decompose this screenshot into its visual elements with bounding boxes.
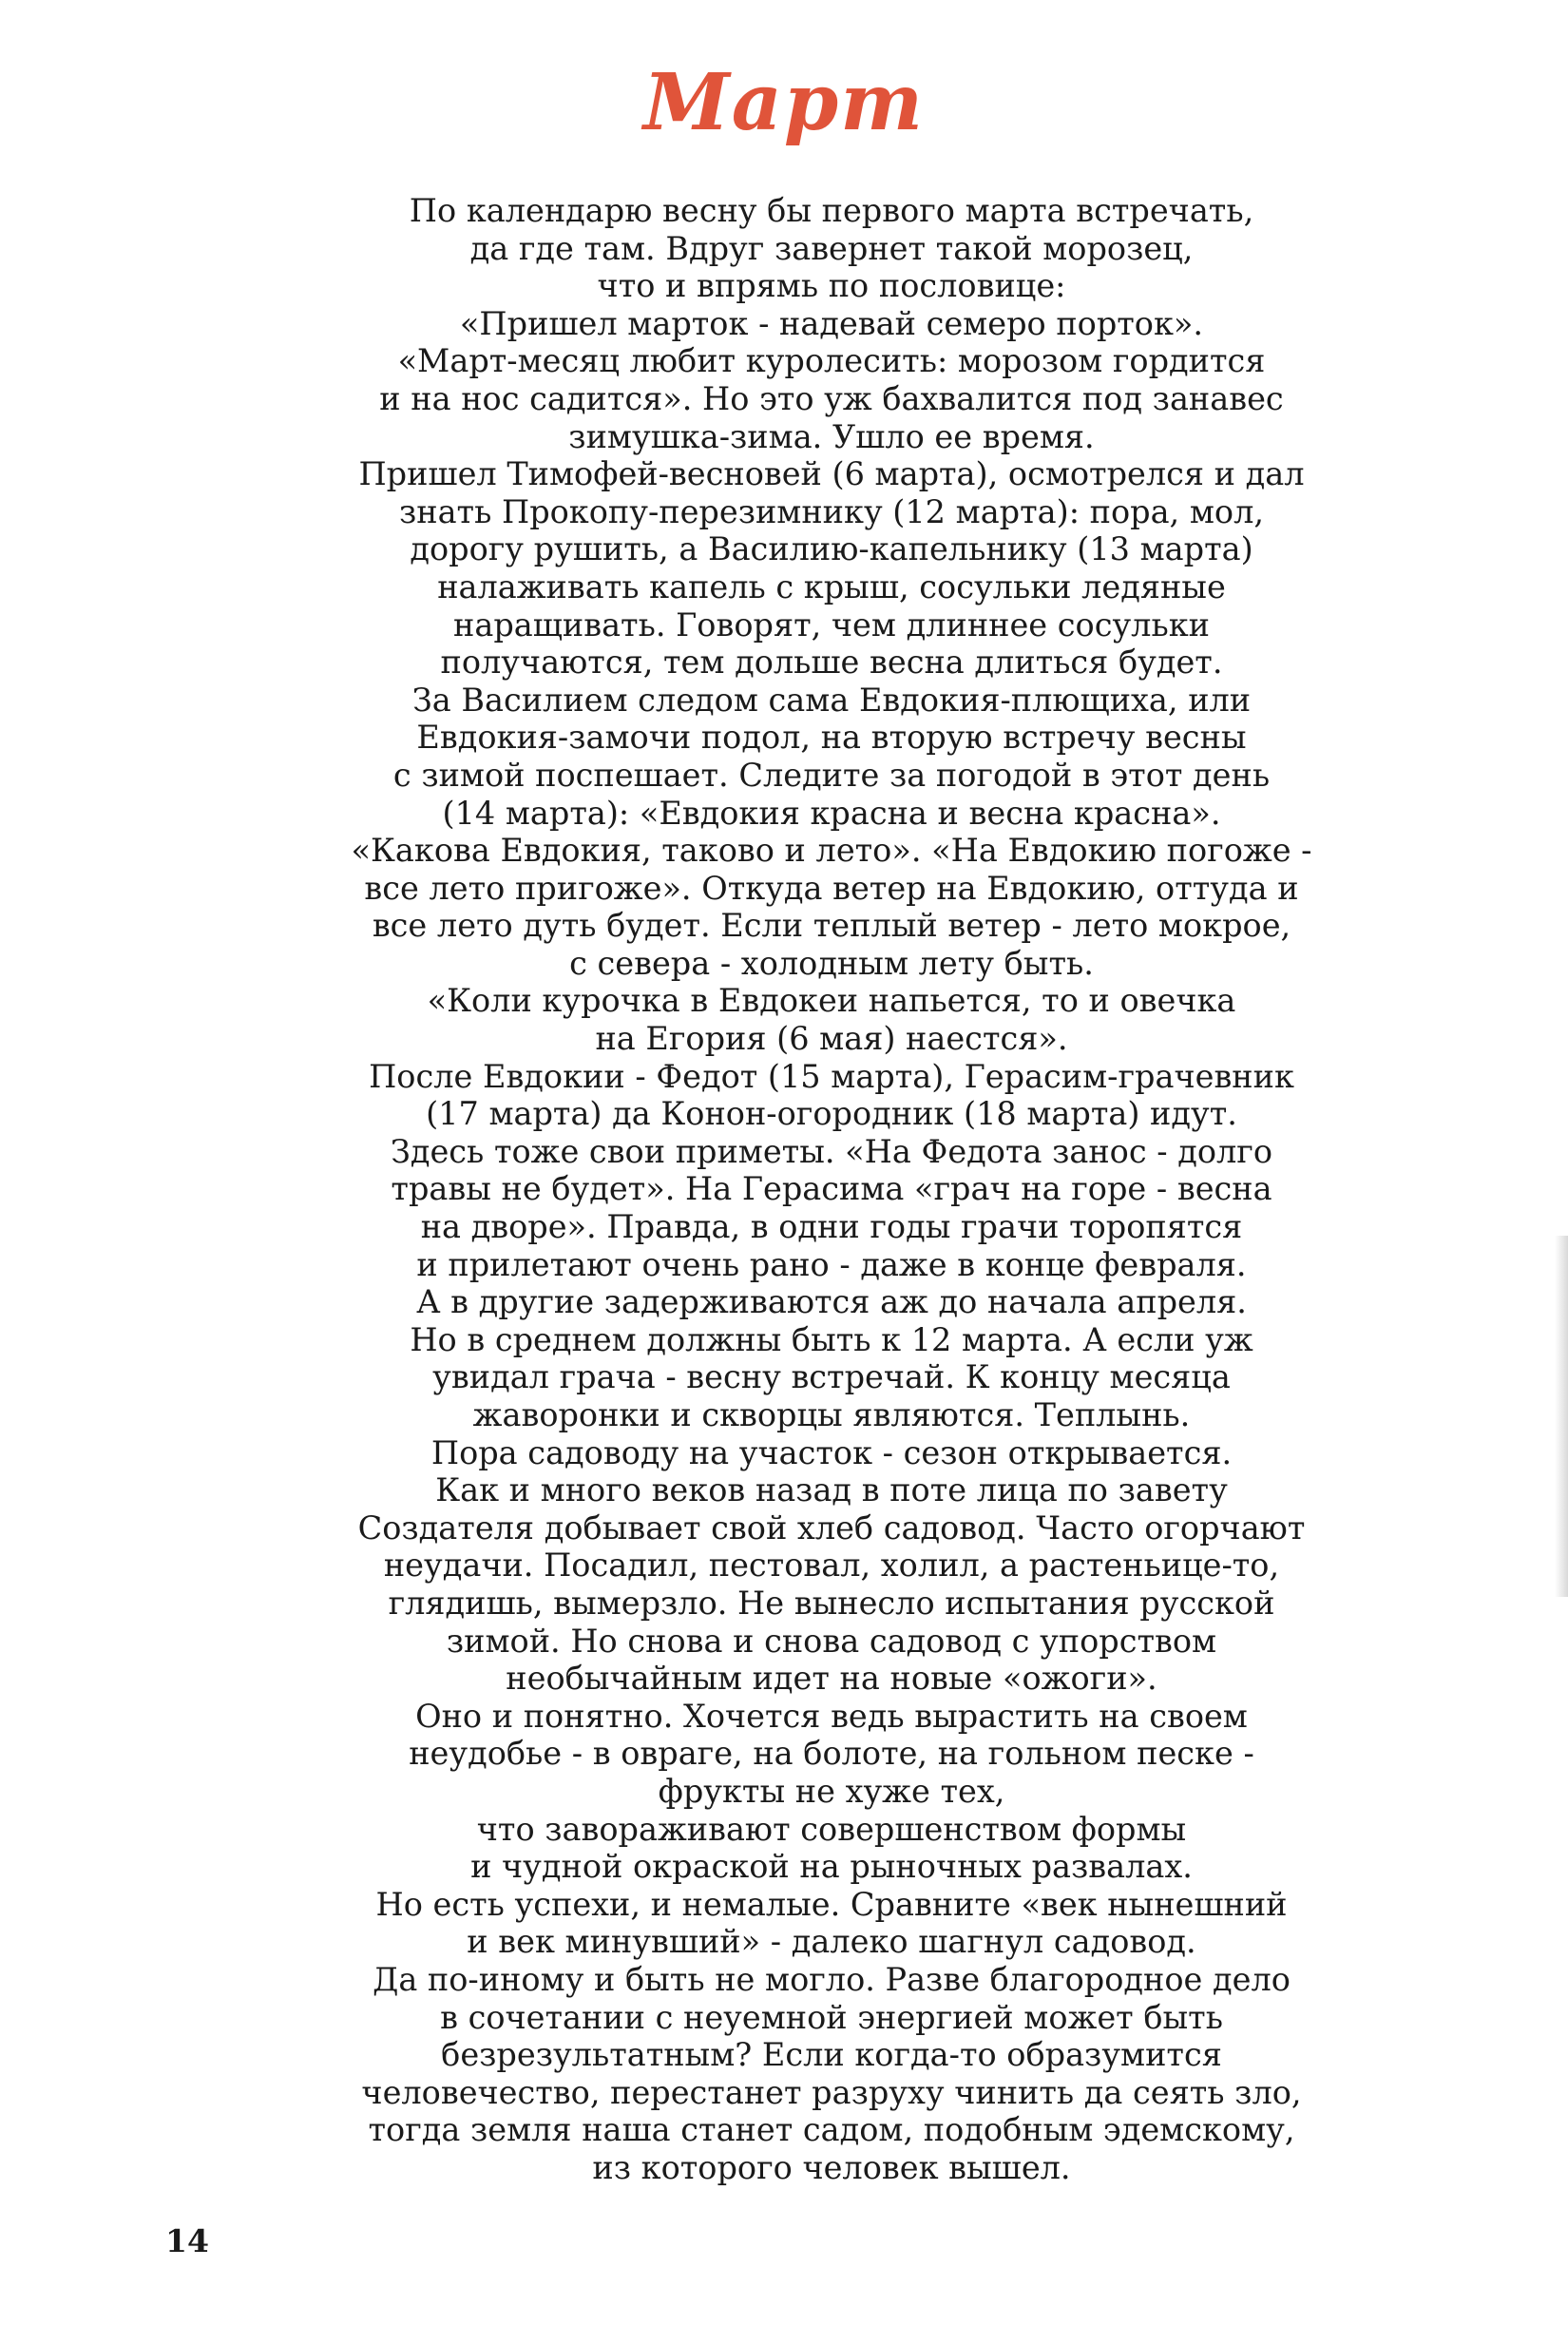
text-line: травы не будет». На Герасима «грач на горе - весна (391, 1170, 1272, 1208)
text-line: Пора садоводу на участок - сезон открывается. (430, 1433, 1233, 1471)
text-line: наращивать. Говорят, чем длиннее сосульки (453, 605, 1210, 644)
text-line: жаворонки и скворцы являются. Теплынь. (472, 1396, 1191, 1433)
text-line: и прилетают очень рано - даже в конце февраля. (416, 1245, 1247, 1283)
text-line: Создателя добывает свой хлеб садовод. Часто огорчают (357, 1508, 1306, 1547)
text-line: (17 марта) да Конон-огородник (18 марта) идут. (426, 1095, 1237, 1133)
text-line: неудобье - в овраге, на болоте, на гольном песке - (409, 1735, 1254, 1773)
page-number: 14 (165, 2222, 209, 2259)
text-line: с севера - холодным лету быть. (569, 944, 1094, 982)
text-line: Евдокия-замочи подол, на вторую встречу весны (416, 719, 1247, 757)
text-line: Здесь тоже свои приметы. «На Федота занос - долго (390, 1132, 1273, 1170)
text-line: налаживать капель с крыш, сосульки ледяные (437, 567, 1226, 605)
text-line: и век минувший» - далеко шагнул садовод. (467, 1923, 1196, 1961)
page-edge-shadow (1555, 1236, 1568, 1597)
page-title: Март (642, 57, 925, 148)
text-line: с зимой поспешает. Следите за погодой в этот день (392, 756, 1271, 794)
text-line: на Егория (6 мая) наестся». (595, 1020, 1068, 1058)
text-line: Но есть успехи, и немалые. Сравните «век нынешний (375, 1885, 1288, 1923)
text-line: да где там. Вдруг завернет такой морозец, (469, 229, 1194, 267)
text-line: Как и много веков назад в поте лица по завету (435, 1471, 1228, 1509)
text-line: А в другие задерживаются аж до начала апреля. (416, 1283, 1247, 1321)
text-line: все лето пригоже». Откуда ветер на Евдокию, оттуда и (364, 869, 1299, 907)
body-text (285, 192, 1378, 2186)
text-line: дорогу рушить, а Василию-капельнику (13 марта) (410, 530, 1253, 568)
text-line: неудачи. Посадил, пестовал, холил, а растеньице-то, (383, 1547, 1280, 1585)
text-line: на дворе». Правда, в одни годы грачи торопятся (420, 1208, 1243, 1246)
text-line: что и впрямь по пословице: (597, 267, 1066, 305)
text-line: все лето дуть будет. Если теплый ветер - лето мокрое, (372, 907, 1291, 945)
text-line: и чудной окраской на рыночных развалах. (470, 1848, 1193, 1886)
text-line: Да по-иному и быть не могло. Разве благородное дело (373, 1960, 1291, 1998)
text-line: получаются, тем дольше весна длиться будет. (440, 644, 1223, 682)
text-line: фрукты не хуже тех, (658, 1772, 1005, 1810)
text-line: тогда земля наша станет садом, подобным эдемскому, (368, 2111, 1295, 2149)
text-line: и на нос садится». Но это уж бахвалится под занавес (379, 379, 1284, 417)
text-line: безрезультатным? Если когда-то образумится (441, 2036, 1222, 2074)
text-line: необычайным идет на новые «ожоги». (506, 1660, 1157, 1698)
text-line: (14 марта): «Евдокия красна и весна красна». (442, 794, 1221, 832)
text-line: «Коли курочка в Евдокеи напьется, то и овечка (427, 982, 1236, 1020)
text-line: увидал грача - весну встречай. К концу месяца (432, 1358, 1231, 1396)
text-line: По календарю весну бы первого марта встречать, (409, 192, 1254, 229)
text-line: Оно и понятно. Хочется ведь вырастить на своем (415, 1697, 1248, 1735)
text-line: зимой. Но снова и снова садовод с упорством (446, 1622, 1217, 1660)
text-line: После Евдокии - Федот (15 марта), Герасим-грачевник (369, 1057, 1294, 1095)
text-line: что завораживают совершенством формы (476, 1810, 1187, 1848)
text-line: «Пришел марток - надевай семеро порток». (459, 304, 1204, 342)
text-line: человечество, перестанет разруху чинить да сеять зло, (361, 2073, 1302, 2111)
text-line: знать Прокопу-перезимнику (12 марта): пора, мол, (398, 492, 1264, 530)
text-line: За Василием следом сама Евдокия-плющиха, или (411, 681, 1252, 719)
text-line: зимушка-зима. Ушло ее время. (568, 417, 1095, 455)
text-line: Пришел Тимофей-весновей (6 марта), осмотрелся и дал (358, 455, 1305, 493)
text-line: «Март-месяц любит куролесить: морозом гордится (397, 342, 1266, 380)
text-line: Но в среднем должны быть к 12 марта. А если уж (410, 1320, 1253, 1358)
text-line: глядишь, вымерзло. Не вынесло испытания русской (388, 1584, 1275, 1622)
text-line: «Какова Евдокия, таково и лето». «На Евдокию погоже - (351, 832, 1312, 870)
text-line: в сочетании с неуемной энергией может быть (440, 1998, 1223, 2036)
text-line: из которого человек вышел. (592, 2148, 1071, 2186)
